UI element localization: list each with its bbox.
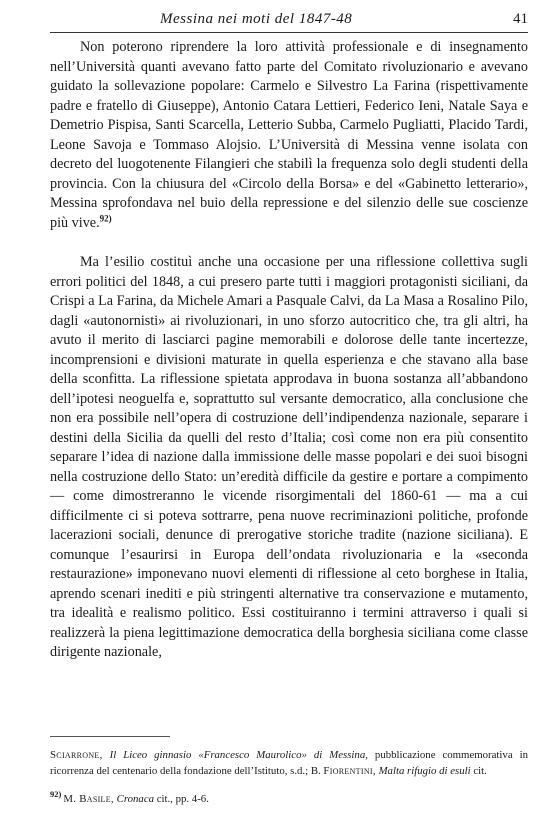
header-rule	[50, 32, 528, 33]
footnote-92-number: 92)	[50, 789, 62, 800]
footnote-91-author: Sciarrone,	[50, 749, 103, 761]
footnote-92-text: cit., pp. 4-6.	[154, 793, 209, 805]
running-title: Messina nei moti del 1847-48	[160, 11, 353, 27]
footnote-91-title: Il Liceo ginnasio «Francesco Maurolico» di Messina,	[109, 749, 368, 761]
footnote-ref-92: 92)	[99, 212, 112, 223]
main-text	[50, 38, 528, 663]
footnote-92-author: M. Basile,	[63, 793, 114, 805]
paragraph-1-text: Non poterono riprendere la loro attività professionale e di insegnamento nell’Università quanti avevano fatto parte del Comitato rivoluzionario e avevano guidato la sollevazione popolare: Carmelo e Silvestro La Farina (rispettivamente padre e fratello di Giuseppe), Antonio Catara Lettieri, Federico Ieni, Natale Saya e Demetrio Pispisa, Santi Scarcella, Letterio Subba, Carmelo Pugliatti, Placido Tardi, Leone Savoja e Tommaso Alojsio. L’Università di Messina venne isolata con decreto del luogotenente Filangieri che stabilì la frequenza solo degli studenti della provincia. Con la chiusura del «Circolo della Borsa» e del «Gabinetto letterario», Messina sprofondava nel buio della repressione e del silenzio delle sue coscienze più vive.	[50, 39, 528, 231]
footnote-91	[50, 747, 528, 779]
footnote-91-text: pubblicazione commemorativa in ricorrenza del centenario della fondazione dell’Istituto, s.d.; B.	[50, 749, 529, 777]
footnote-91-title-2: Malta rifugio di esuli	[378, 765, 471, 777]
footnotes	[50, 747, 528, 807]
footnote-92	[50, 791, 528, 807]
footnote-91-author-2: Fiorentini,	[323, 765, 376, 777]
paragraph-1	[50, 38, 528, 233]
footnote-92-title: Cronaca	[116, 793, 155, 805]
footnote-separator	[50, 736, 170, 737]
page-number: 41	[513, 11, 528, 27]
footnote-91-text-2: cit.	[470, 765, 487, 777]
paragraph-2: Ma l’esilio costituì anche una occasione per una riflessione collettiva sugli errori politici del 1848, a cui presero parte tutti i maggiori protagonisti siciliani, da Crispi a La Farina, da Michele Amari a Pasquale Calvi, da La Masa a Rosalino Pilo, dagli «autonornisti» ai rivoluzionari, in uno sforzo autocritico che, tra gli altri, ha avuto il merito di lasciarci pagine memorabili e dolorose delle tante incertezze, incomprensioni e divisioni maturate in quella esperienza e che stavano alla base della sconfitta. La riflessione spietata approdava in buona sostanza all’abbandono dell’ipotesi neoguelfa e, soprattutto sul versante democratico, alla conclusione che non era possibile nell’opera di costruzione dell’indipendenza nazionale, separare i destini della Sicilia da quelli del resto d’Italia; così come non era più consentito separare l’idea di nazione dalla immissione delle masse popolari e dei suoi bisogni nella costruzione dello Stato: un’eredità difficile da gestire e portare a compimento — come dimostreranno le vicende risorgimentali del 1860-61 — ma a cui difficilmente ci si poteva sottrarre, pena nuove recriminazioni politiche, profonde lacerazioni sociali, denunce di prerogative storiche tradite (nazione siciliana). E comunque l’esaurirsi in Europa dell’ondata rivoluzionaria e la «seconda restaurazione» imponevano nuovi elementi di riflessione al ceto borghese in Italia, aprendo scenari inediti e più stringenti alternative tra conservazione e mutamento, tra idealità e realismo politico. Essi costituiranno i termini attraverso i quali si realizzerà la piena legittimazione democratica della borghesia siciliana come classe dirigente nazionale,	[50, 254, 528, 660]
running-header	[50, 8, 528, 30]
